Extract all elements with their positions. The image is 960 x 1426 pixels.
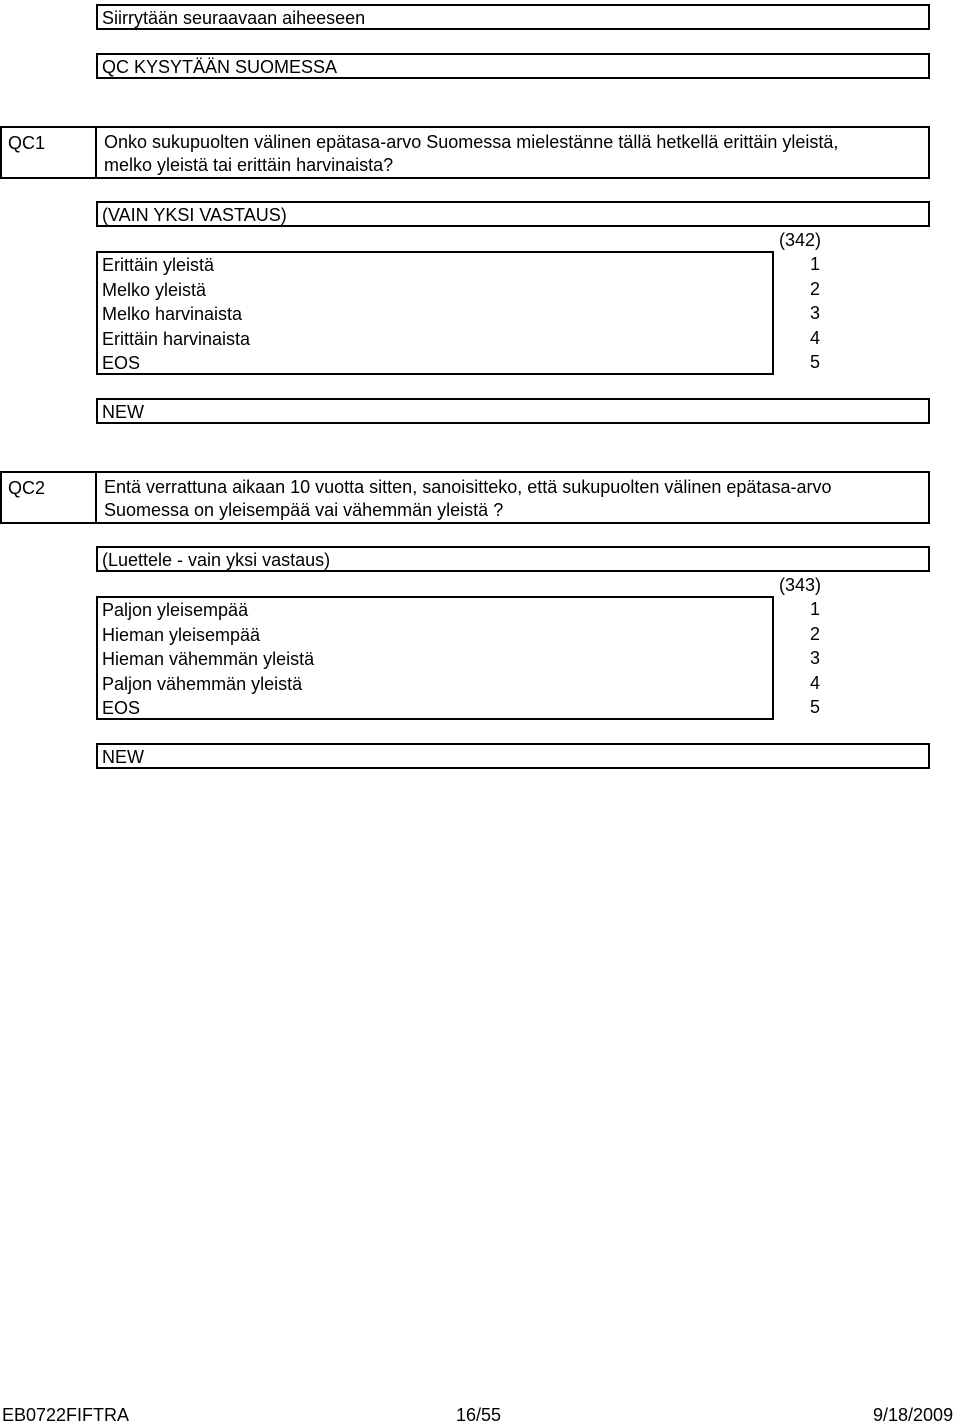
qc1-question-line1: Onko sukupuolten välinen epätasa-arvo Suomessa mielestänne tällä hetkellä erittäin yleistä, — [104, 132, 839, 152]
qc2-option-label: Paljon yleisempää — [102, 600, 249, 620]
qc2-option-label: EOS — [102, 698, 141, 718]
qc2-option-code: 2 — [809, 624, 820, 644]
qc2-new-box — [96, 743, 930, 769]
qc2-options-box — [96, 596, 774, 720]
qc2-option-label: Paljon vähemmän yleistä — [102, 674, 303, 694]
qc1-option-code: 3 — [809, 303, 820, 323]
topic-line: Siirrytään seuraavaan aiheeseen — [102, 8, 366, 28]
qc2-option-code: 1 — [809, 599, 820, 619]
qc1-instruction-box — [96, 201, 930, 227]
qc2-option-label: Hieman yleisempää — [102, 625, 261, 645]
qc2-option-code: 3 — [809, 648, 820, 668]
qc1-new-box — [96, 398, 930, 424]
country-line: QC KYSYTÄÄN SUOMESSA — [102, 57, 338, 77]
qc2-question-box — [95, 471, 930, 524]
qc2-question-line1: Entä verrattuna aikaan 10 vuotta sitten, sanoisitteko, että sukupuolten välinen epätasa-arvo — [104, 477, 832, 497]
qc1-new-label: NEW — [102, 402, 144, 422]
qc2-option-code: 5 — [809, 697, 820, 717]
qc1-option-label: Erittäin yleistä — [102, 255, 215, 275]
qc2-instruction: (Luettele - vain yksi vastaus) — [102, 550, 331, 570]
qc2-option-code: 4 — [809, 673, 820, 693]
qc1-option-code: 5 — [809, 352, 820, 372]
qc1-question-line2: melko yleistä tai erittäin harvinaista? — [104, 155, 394, 175]
qc1-option-label: Erittäin harvinaista — [102, 329, 251, 349]
footer-doc-id: EB0722FIFTRA — [2, 1405, 130, 1425]
qc1-options-box — [96, 251, 774, 375]
country-line-box — [96, 53, 930, 79]
footer-date: 9/18/2009 — [873, 1405, 954, 1425]
qc2-id: QC2 — [8, 478, 46, 498]
qc1-option-code: 2 — [809, 279, 820, 299]
qc1-option-label: Melko yleistä — [102, 280, 207, 300]
qc1-id: QC1 — [8, 133, 46, 153]
qc1-option-code: 1 — [809, 254, 820, 274]
qc1-option-label: Melko harvinaista — [102, 304, 243, 324]
qc1-id-box — [0, 126, 97, 179]
qc2-variable: (343) — [778, 575, 822, 595]
qc2-option-label: Hieman vähemmän yleistä — [102, 649, 315, 669]
qc1-variable: (342) — [778, 230, 822, 250]
qc1-instruction: (VAIN YKSI VASTAUS) — [102, 205, 287, 225]
qc2-instruction-box — [96, 546, 930, 572]
topic-line-box — [96, 4, 930, 30]
qc1-option-code: 4 — [809, 328, 820, 348]
footer-page-number: 16/55 — [456, 1405, 502, 1425]
qc2-id-box — [0, 471, 97, 524]
qc1-question-box — [95, 126, 930, 179]
qc2-question-line2: Suomessa on yleisempää vai vähemmän yleistä ? — [104, 500, 504, 520]
qc1-option-label: EOS — [102, 353, 141, 373]
qc2-new-label: NEW — [102, 747, 144, 767]
